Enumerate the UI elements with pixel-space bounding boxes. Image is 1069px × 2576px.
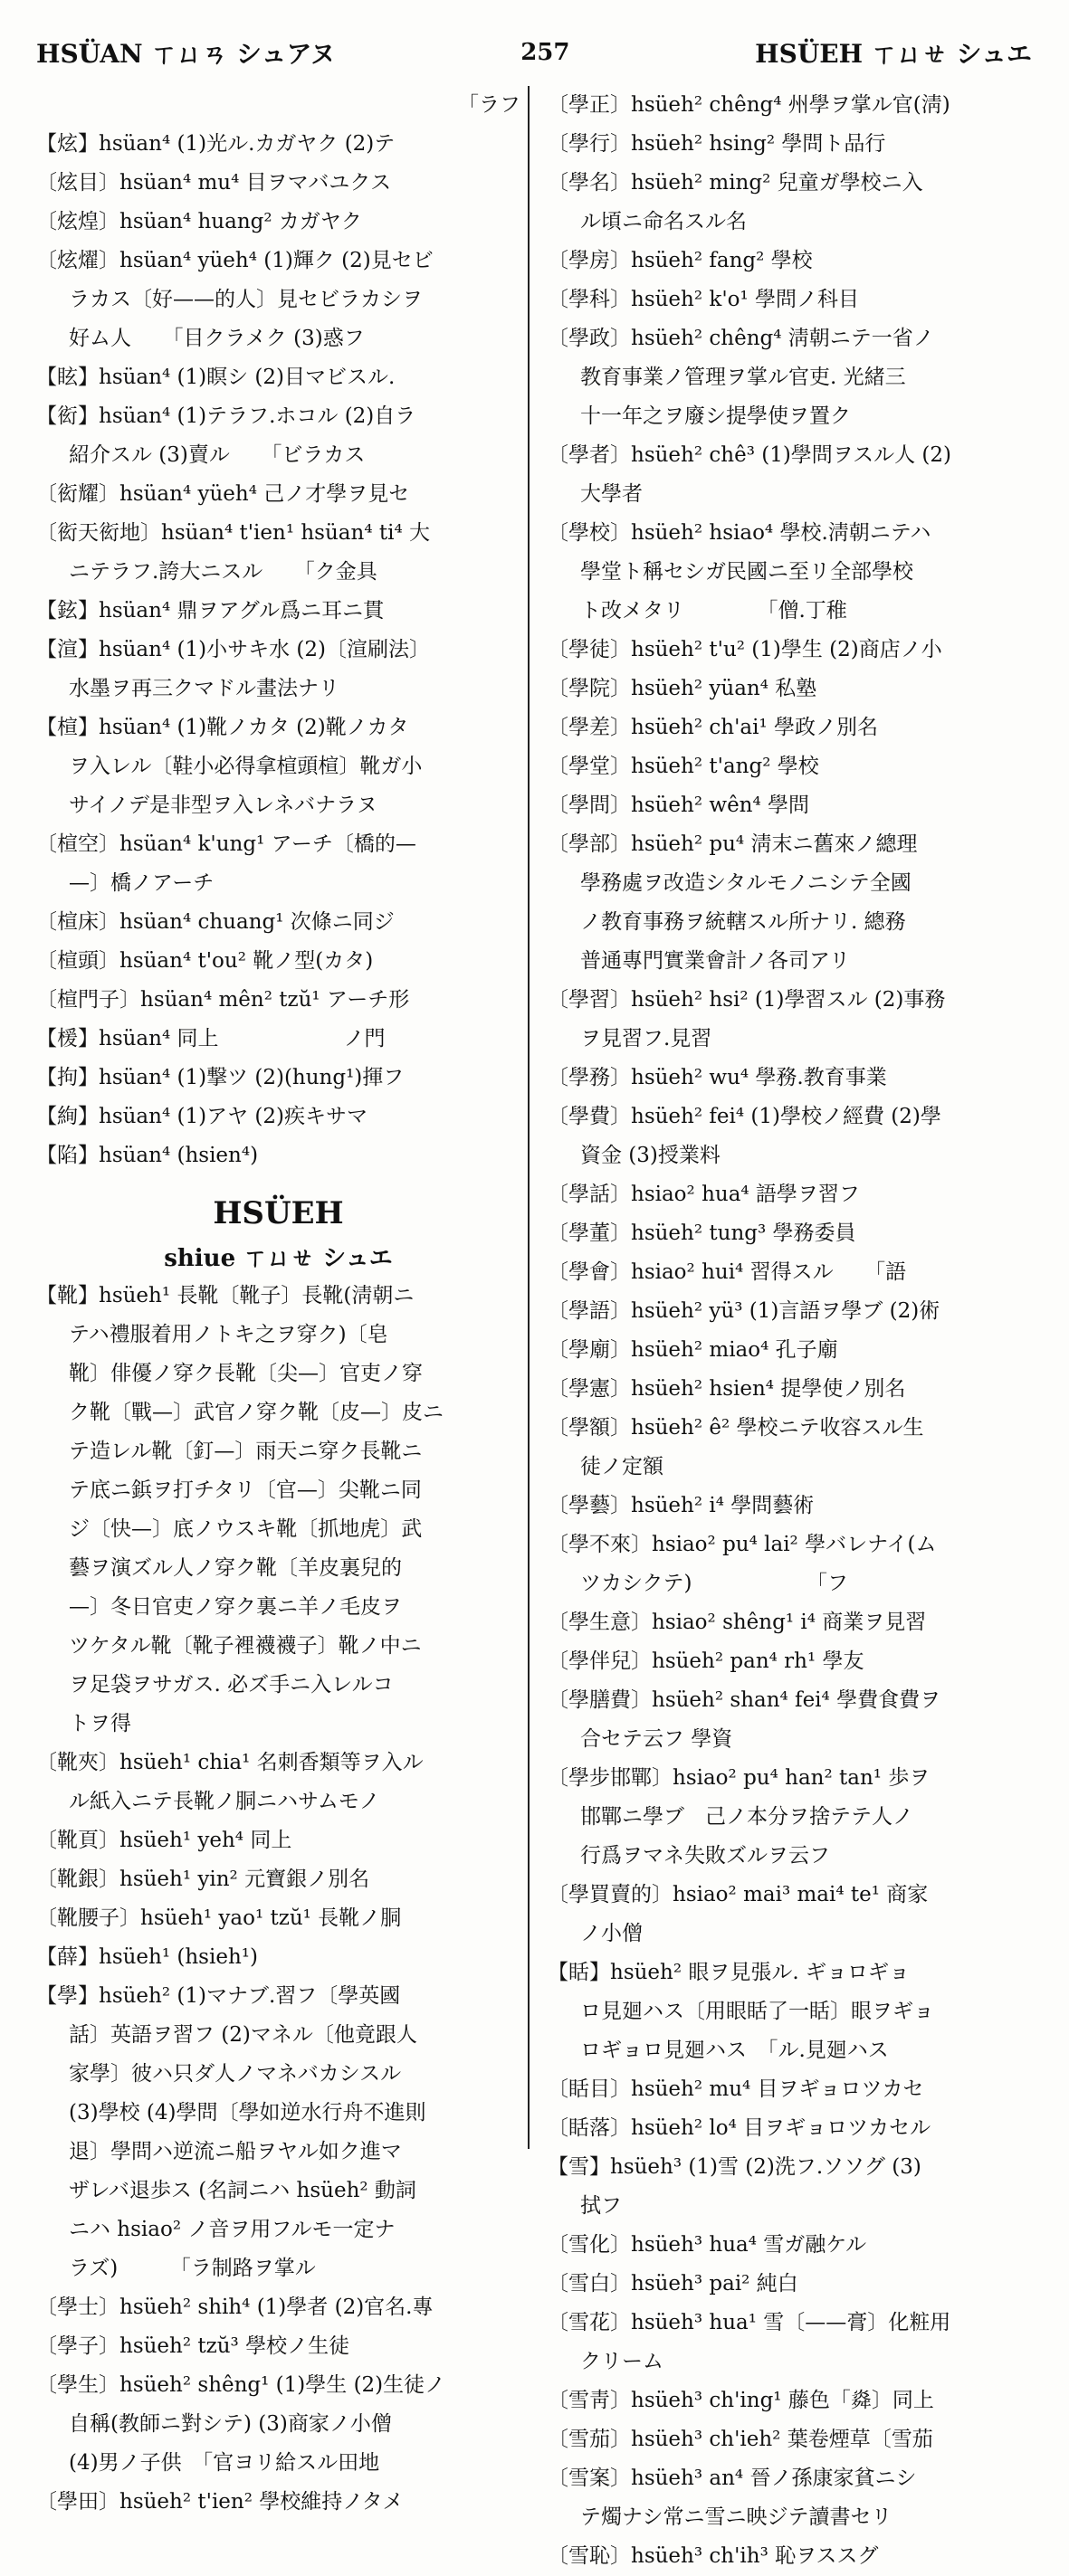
entry-continuation: トヲ得 <box>69 1712 131 1735</box>
entry-continuation: 學務處ヲ改造シタルモノニシテ全國 <box>580 871 912 895</box>
dictionary-entry: 〔楦空〕hsüan⁴ k'ung¹ アーチ〔橋的— <box>36 832 416 856</box>
dictionary-entry: 〔學步邯鄲〕hsiao² pu⁴ han² tan¹ 歩ヲ <box>548 1766 931 1790</box>
entry-continuation: 教育事業ノ管理ヲ掌ル官吏. 光緒三 <box>580 366 906 389</box>
dictionary-entry: 〔學者〕hsüeh² chê³ (1)學問ヲスル人 (2) <box>548 443 952 467</box>
dictionary-entry: 〔學生意〕hsiao² shêng¹ i⁴ 商業ヲ見習 <box>548 1611 927 1634</box>
dictionary-entry: 〔學語〕hsüeh² yü³ (1)言語ヲ學ブ (2)術 <box>548 1299 940 1323</box>
entry-continuation: 藝ヲ演ズル人ノ穿ク靴〔羊皮裏兒的 <box>69 1556 402 1580</box>
dictionary-entry: 〔學問〕hsüeh² wên⁴ 學問 <box>548 794 810 817</box>
dictionary-entry: 〔衒耀〕hsüan⁴ yüeh⁴ 己ノ才學ヲ見セ <box>36 482 410 506</box>
dictionary-entry: 【炫】hsüan⁴ (1)光ル.カガヤク (2)テ <box>36 132 396 156</box>
dictionary-entry: 〔學膳費〕hsüeh² shan⁴ fei⁴ 學費食費ヲ <box>548 1688 941 1712</box>
section-subheading: shiue ㄒㄩㄝ シュエ <box>164 1245 393 1272</box>
entry-continuation: (4)男ノ子供 「官ヨリ給スル田地 <box>69 2451 380 2475</box>
dictionary-entry: 【靴】hsüeh¹ 長靴〔靴子〕長靴(淸朝ニ <box>36 1284 415 1307</box>
column-divider <box>528 86 530 2149</box>
dictionary-entry: 〔炫煌〕hsüan⁴ huang² カガヤク <box>36 210 362 233</box>
entry-continuation: ロ見廻ハス〔用眼䀨了一䀨〕眼ヲギョ <box>580 2000 934 2023</box>
header-right-title: HSÜEH ㄒㄩㄝ シュエ <box>755 39 1032 69</box>
entry-continuation: 水墨ヲ再三クマドル畫法ナリ <box>69 677 339 700</box>
dictionary-entry: 【陷】hsüan⁴ (hsien⁴) <box>36 1144 259 1167</box>
dictionary-entry: 【衒】hsüan⁴ (1)テラフ.ホコル (2)自ラ <box>36 404 416 428</box>
entry-continuation: 自稱(教師ニ對シテ) (3)商家ノ小僧 <box>69 2412 392 2436</box>
dictionary-entry: 〔學習〕hsüeh² hsi² (1)學習スル (2)事務 <box>548 988 946 1012</box>
page-header <box>36 25 1032 80</box>
dictionary-entry: 〔學藝〕hsüeh² i⁴ 學問藝術 <box>548 1494 815 1517</box>
entry-continuation: テ底ニ鋲ヲ打チタリ〔官—〕尖靴ニ同 <box>69 1478 422 1502</box>
dictionary-entry: 【鉉】hsüan⁴ 鼎ヲアグル爲ニ耳ニ貫 <box>36 599 385 623</box>
dictionary-entry: 〔楦頭〕hsüan⁴ t'ou² 靴ノ型(カタ) <box>36 949 374 973</box>
header-left-title: HSÜAN ㄒㄩㄢ シュアヌ <box>36 39 336 69</box>
entry-continuation: ツカシクテ) 「フ <box>580 1572 849 1595</box>
dictionary-entry: 〔學差〕hsüeh² ch'ai¹ 學政ノ別名 <box>548 716 879 739</box>
dictionary-entry: 【渲】hsüan⁴ (1)小サキ水 (2)〔渲刷法〕 <box>36 638 430 661</box>
entry-continuation: テ燭ナシ常ニ雪ニ映ジテ讀書セリ <box>580 2505 892 2529</box>
dictionary-entry: 〔楦床〕hsüan⁴ chuang¹ 次條ニ同ジ <box>36 910 395 934</box>
entry-continuation: ジ〔快—〕底ノウスキ靴〔抓地虎〕武 <box>69 1517 423 1541</box>
page-number: 257 <box>520 39 570 66</box>
entry-continuation: 大學者 <box>580 482 643 506</box>
dictionary-entry: 〔䀨目〕hsüeh² mu⁴ 目ヲギョロツカセ <box>548 2077 924 2101</box>
entry-continuation: 拭フ <box>580 2194 622 2218</box>
entry-continuation: 合セテ云フ 學資 <box>580 1727 733 1751</box>
dictionary-entry: 〔學校〕hsüeh² hsiao⁴ 學校.淸朝ニテハ <box>548 521 931 545</box>
left-column <box>36 86 520 2522</box>
dictionary-entry: 【學】hsüeh² (1)マナブ.習フ〔學英國 <box>36 1984 401 2008</box>
dictionary-entry: 〔學不來〕hsiao² pu⁴ lai² 學バレナイ(ム <box>548 1533 937 1556</box>
entry-continuation: ル紙入ニテ長靴ノ胴ニハサムモノ <box>69 1790 380 1813</box>
dictionary-entry: 〔學費〕hsüeh² fei⁴ (1)學校ノ經費 (2)學 <box>548 1105 941 1128</box>
entry-continuation: ノ小僧 <box>580 1922 643 1945</box>
dictionary-entry: 〔學子〕hsüeh² tzŭ³ 學校ノ生徒 <box>36 2334 350 2358</box>
dictionary-entry: 【雪】hsüeh³ (1)雪 (2)洗フ.ソソグ (3) <box>548 2155 921 2179</box>
dictionary-entry: 〔雪白〕hsüeh³ pai² 純白 <box>548 2272 798 2296</box>
entry-continuation: 家學〕彼ハ只ダ人ノマネバカシスル <box>69 2062 402 2086</box>
entry-continuation: 徒ノ定額 <box>580 1455 663 1478</box>
dictionary-entry: 〔學會〕hsiao² hui⁴ 習得スル 「語 <box>548 1260 907 1284</box>
dictionary-entry: 〔學政〕hsüeh² chêng⁴ 淸朝ニテ一省ノ <box>548 327 934 350</box>
entry-continuation: ク靴〔戰—〕武官ノ穿ク靴〔皮—〕皮ニ <box>69 1401 444 1424</box>
dictionary-entry: 〔學士〕hsüeh² shih⁴ (1)學者 (2)官名.專 <box>36 2296 434 2319</box>
dictionary-entry: 〔學買賣的〕hsiao² mai³ mai⁴ te¹ 商家 <box>548 1883 929 1906</box>
dictionary-entry: 〔楦門子〕hsüan⁴ mên² tzŭ¹ アーチ形 <box>36 988 410 1012</box>
dictionary-entry: 【拘】hsüan⁴ (1)撃ツ (2)(hung¹)揮フ <box>36 1066 405 1089</box>
entry-continuation: ニハ hsiao² ノ音ヲ用フルモ一定ナ <box>69 2218 396 2241</box>
dictionary-entry: 〔雪茄〕hsüeh³ ch'ieh² 葉卷煙草〔雪茄 <box>548 2428 933 2451</box>
dictionary-entry: 【楥】hsüan⁴ 同上 ノ門 <box>36 1027 386 1050</box>
entry-continuation: 十一年之ヲ廢シ提學使ヲ置ク <box>580 404 851 428</box>
entry-continuation: テハ禮服着用ノトキ之ヲ穿ク)〔皂 <box>69 1323 388 1346</box>
dictionary-entry: 〔學話〕hsiao² hua⁴ 語學ヲ習フ <box>548 1183 860 1206</box>
entry-continuation: (3)學校 (4)學問〔學如逆水行舟不進則 <box>69 2101 426 2124</box>
entry-continuation: サイノデ是非型ヲ入レネバナラヌ <box>69 794 377 817</box>
entry-continuation: ザレバ退歩ス (名詞ニハ hsüeh² 動詞 <box>69 2179 416 2202</box>
right-column <box>548 86 1032 2576</box>
dictionary-entry: 【䀨】hsüeh² 眼ヲ見張ル. ギョロギョ <box>548 1961 911 1984</box>
dictionary-entry: 〔靴銀〕hsüeh¹ yin² 元寶銀ノ別名 <box>36 1868 370 1891</box>
entry-continuation: ト改メタリ 「僧.丁稚 <box>580 599 847 623</box>
entry-continuation: ニテラフ.誇大ニスル 「ク金具 <box>69 560 377 584</box>
overflow-fragment: 「ラフ <box>458 93 520 117</box>
dictionary-entry: 〔學田〕hsüeh² t'ien² 學校維持ノタメ <box>36 2490 404 2514</box>
entry-continuation: 邯鄲ニ學ブ 己ノ本分ヲ捨テテ人ノ <box>580 1805 913 1829</box>
entry-continuation: ヲ見習フ.見習 <box>580 1027 712 1050</box>
dictionary-entry: 〔學行〕hsüeh² hsing² 學問ト品行 <box>548 132 886 156</box>
dictionary-entry: 【薛】hsüeh¹ (hsieh¹) <box>36 1945 258 1969</box>
dictionary-entry: 〔學廟〕hsüeh² miao⁴ 孔子廟 <box>548 1338 838 1362</box>
dictionary-entry: 〔雪花〕hsüeh³ hua¹ 雪〔——膏〕化粧用 <box>548 2311 951 2334</box>
entry-continuation: テ造レル靴〔釘—〕雨天ニ穿ク長靴ニ <box>69 1440 423 1463</box>
entry-continuation: ル頃ニ命名スル名 <box>580 210 747 233</box>
entry-continuation: ヲ足袋ヲサガス. 必ズ手ニ入レルコ <box>69 1673 394 1697</box>
entry-continuation: —〕冬日官吏ノ穿ク裏ニ羊ノ毛皮ヲ <box>69 1595 402 1619</box>
entry-continuation: ツケタル靴〔靴子裡襪襪子〕靴ノ中ニ <box>69 1634 422 1658</box>
entry-continuation: 退〕學問ハ逆流ニ船ヲヤル如ク進マ <box>69 2140 402 2163</box>
dictionary-entry: 【眩】hsüan⁴ (1)瞑シ (2)目マビスル. <box>36 366 396 389</box>
dictionary-entry: 〔學徒〕hsüeh² t'u² (1)學生 (2)商店ノ小 <box>548 638 942 661</box>
dictionary-entry: 【楦】hsüan⁴ (1)靴ノカタ (2)靴ノカタ <box>36 716 409 739</box>
dictionary-entry: 〔衒天衒地〕hsüan⁴ t'ien¹ hsüan⁴ ti⁴ 大 <box>36 521 430 545</box>
entry-continuation: 學堂ト稱セシガ民國ニ至リ全部學校 <box>580 560 913 584</box>
dictionary-entry: 〔學生〕hsüeh² shêng¹ (1)學生 (2)生徒ノ <box>36 2373 446 2397</box>
dictionary-entry: 〔䀨落〕hsüeh² lo⁴ 目ヲギョロツカセル <box>548 2116 931 2140</box>
entry-continuation: ロギョロ見廻ハス 「ル.見廻ハス <box>580 2039 889 2062</box>
dictionary-entry: 〔學正〕hsüeh² chêng⁴ 州學ヲ掌ル官(淸) <box>548 93 950 117</box>
section-heading: HSÜEH <box>213 1195 344 1231</box>
dictionary-entry: 〔靴頁〕hsüeh¹ yeh⁴ 同上 <box>36 1829 292 1852</box>
dictionary-entry: 〔學院〕hsüeh² yüan⁴ 私塾 <box>548 677 817 700</box>
dictionary-entry: 〔學董〕hsüeh² tung³ 學務委員 <box>548 1221 856 1245</box>
dictionary-entry: 〔靴夾〕hsüeh¹ chia¹ 名刺香類等ヲ入ル <box>36 1751 424 1774</box>
entry-continuation: 紹介スル (3)賣ル 「ビラカス <box>69 443 366 467</box>
dictionary-entry: 〔學堂〕hsüeh² t'ang² 學校 <box>548 755 819 778</box>
dictionary-entry: 【絢】hsüan⁴ (1)アヤ (2)疾キサマ <box>36 1105 367 1128</box>
dictionary-entry: 〔雪靑〕hsüeh³ ch'ing¹ 藤色「㷠〕同上 <box>548 2389 934 2412</box>
entry-continuation: —〕橋ノアーチ <box>69 871 215 895</box>
entry-continuation: ノ教育事務ヲ統轄スル所ナリ. 總務 <box>580 910 906 934</box>
entry-continuation: 普通專門實業會計ノ各司アリ <box>580 949 851 973</box>
dictionary-entry: 〔學務〕hsüeh² wu⁴ 學務.教育事業 <box>548 1066 887 1089</box>
entry-continuation: 話〕英語ヲ習フ (2)マネル〔他竟跟人 <box>69 2023 417 2047</box>
entry-continuation: クリーム <box>580 2350 663 2373</box>
dictionary-entry: 〔雪恥〕hsüeh³ ch'ih³ 恥ヲススグ <box>548 2544 879 2568</box>
dictionary-entry: 〔炫燿〕hsüan⁴ yüeh⁴ (1)輝ク (2)見セビ <box>36 249 434 272</box>
dictionary-entry: 〔學名〕hsüeh² ming² 兒童ガ學校ニ入 <box>548 171 923 195</box>
dictionary-entry: 〔學科〕hsüeh² k'o¹ 學問ノ科目 <box>548 288 860 311</box>
entry-continuation: ラカス〔好——的人〕見セビラカシヲ <box>69 288 423 311</box>
dictionary-entry: 〔炫目〕hsüan⁴ mu⁴ 目ヲマバユクス <box>36 171 392 195</box>
entry-continuation: 好ム人 「目クラメク (3)惑フ <box>69 327 365 350</box>
dictionary-entry: 〔學伴兒〕hsüeh² pan⁴ rh¹ 學友 <box>548 1649 864 1673</box>
entry-continuation: 靴〕俳優ノ穿ク長靴〔尖—〕官吏ノ穿 <box>69 1362 423 1385</box>
entry-continuation: ラズ) 「ラ制路ヲ掌ル <box>69 2257 316 2280</box>
entry-continuation: ヲ入レル〔鞋小必得拿楦頭楦〕靴ガ小 <box>69 755 423 778</box>
dictionary-entry: 〔學額〕hsüeh² ê² 學校ニテ收容スル生 <box>548 1416 924 1440</box>
entry-continuation: 行爲ヲマネ失敗ズルヲ云フ <box>580 1844 830 1868</box>
dictionary-entry: 〔學部〕hsüeh² pu⁴ 淸末ニ舊來ノ總理 <box>548 832 918 856</box>
dictionary-entry: 〔學房〕hsüeh² fang² 學校 <box>548 249 813 272</box>
entry-continuation: 資金 (3)授業料 <box>580 1144 721 1167</box>
dictionary-entry: 〔靴腰子〕hsüeh¹ yao¹ tzŭ¹ 長靴ノ胴 <box>36 1906 402 1930</box>
dictionary-entry: 〔雪案〕hsüeh³ an⁴ 晉ノ孫康家貧ニシ <box>548 2467 917 2490</box>
dictionary-entry: 〔學憲〕hsüeh² hsien⁴ 提學使ノ別名 <box>548 1377 906 1401</box>
dictionary-entry: 〔雪化〕hsüeh³ hua⁴ 雪ガ融ケル <box>548 2233 867 2257</box>
